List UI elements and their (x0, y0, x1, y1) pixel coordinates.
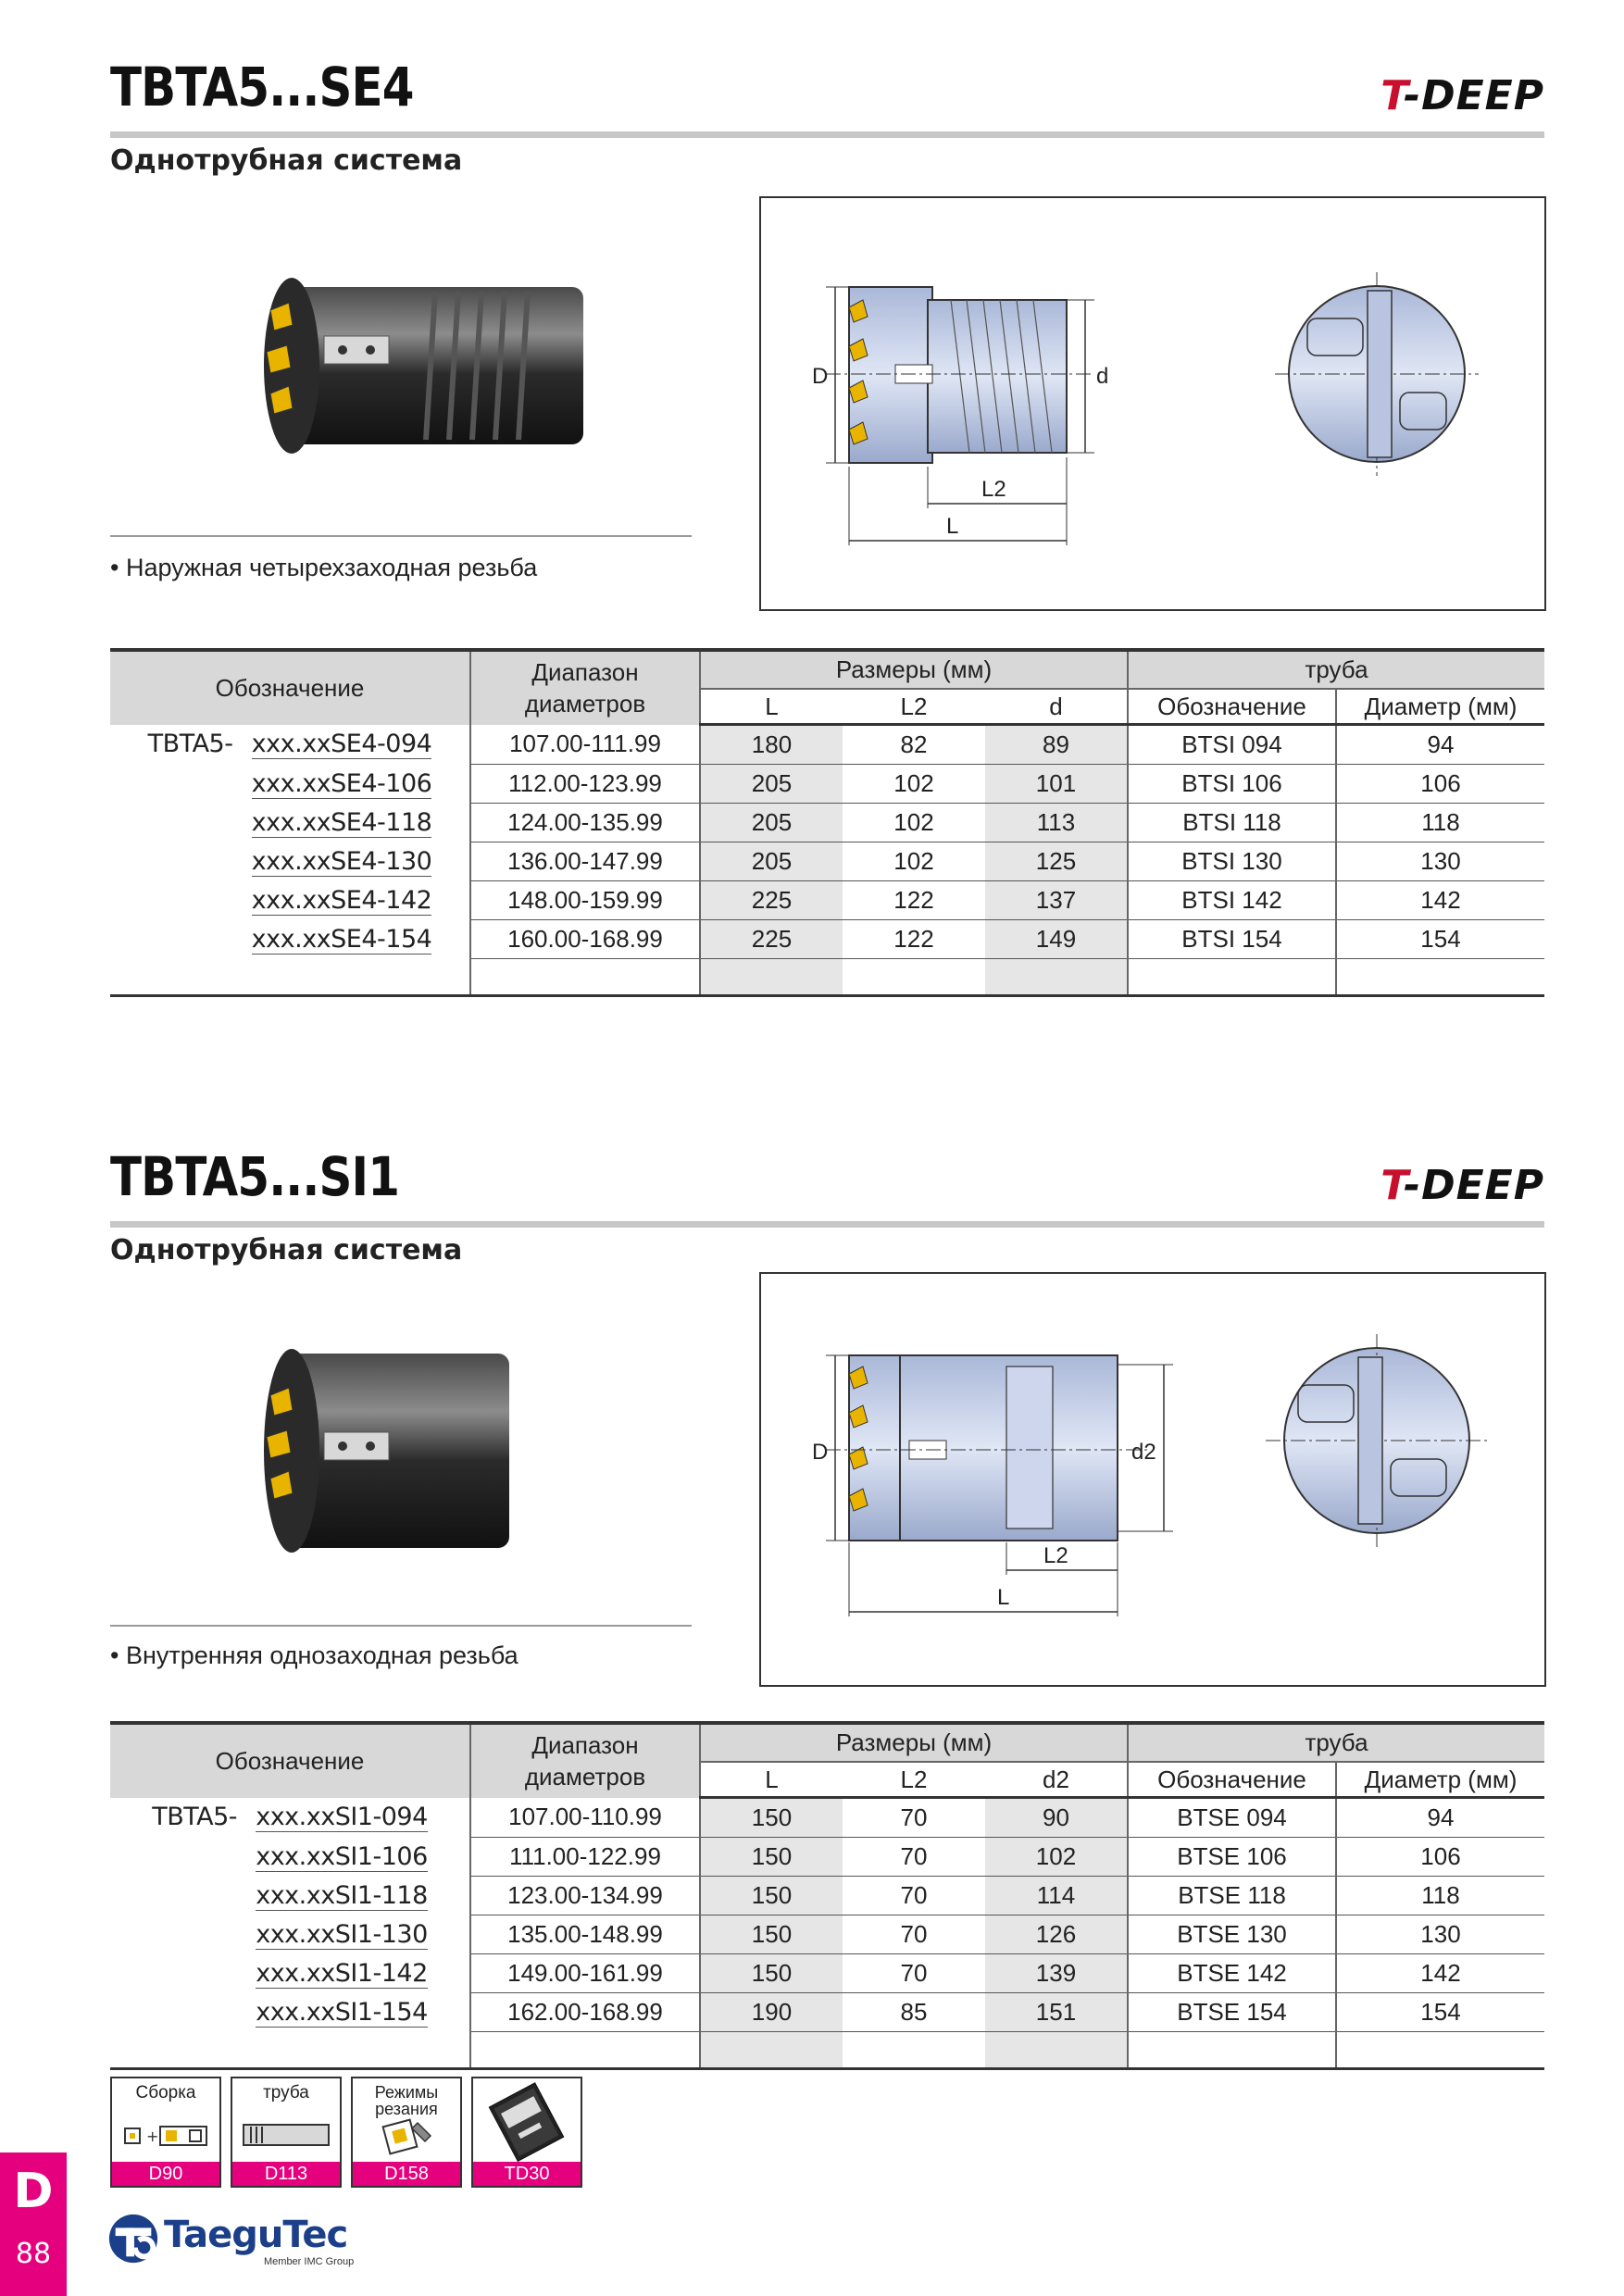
assembly-reference[interactable] (110, 2077, 221, 2188)
L-cell: 150 (700, 1838, 843, 1877)
table-row-empty (110, 2032, 1544, 2069)
L-cell: 205 (700, 765, 843, 804)
designation-code: xxx.xxSI1-106 (256, 1841, 428, 1871)
designation-cell (110, 1798, 470, 1838)
header-L2: L2 (843, 689, 985, 725)
tube-diameter-cell: 106 (1336, 765, 1544, 804)
svg-text:+: + (146, 2128, 159, 2145)
L-cell: 205 (700, 804, 843, 842)
tube-label: труба (263, 2083, 309, 2103)
range-cell: 124.00-135.99 (470, 804, 700, 842)
designation-cell (110, 1915, 470, 1954)
product-subtitle: Однотрубная система (110, 1234, 463, 1267)
header-L: L (700, 1762, 843, 1798)
cutting-data-ref: D158 (353, 2162, 460, 2186)
tube-diameter-cell: 106 (1336, 1838, 1544, 1877)
L2-cell: 102 (843, 842, 985, 881)
tube-designation-cell: BTSE 154 (1128, 1993, 1336, 2032)
designation-code: xxx.xxSI1-142 (256, 1958, 428, 1988)
product-subtitle: Однотрубная система (110, 144, 463, 177)
header-L: L (700, 689, 843, 725)
header-d: d (985, 689, 1128, 725)
tube-icon (232, 2078, 340, 2162)
d-cell: 149 (985, 920, 1128, 959)
designation-cell (110, 725, 470, 765)
designation-code: xxx.xxSI1-094 (256, 1803, 428, 1831)
tube-designation-cell: BTSE 106 (1128, 1838, 1336, 1877)
designation-code: xxx.xxSI1-154 (256, 1997, 428, 2027)
L-cell: 190 (700, 1993, 843, 2032)
designation-code: xxx.xxSE4-106 (251, 768, 432, 798)
range-cell: 162.00-168.99 (470, 1993, 700, 2032)
title-rule (110, 1221, 1544, 1228)
tube-designation-cell: BTSI 154 (1128, 920, 1336, 959)
label-d: d (1096, 364, 1109, 389)
header-L2: L2 (843, 1762, 985, 1798)
tube-diameter-cell: 94 (1336, 1798, 1544, 1838)
label-L2: L2 (981, 477, 1006, 502)
L-cell: 225 (700, 920, 843, 959)
table-row-empty (110, 959, 1544, 996)
range-cell: 123.00-134.99 (470, 1877, 700, 1915)
tube-diameter-cell: 130 (1336, 1915, 1544, 1954)
d-cell: 90 (985, 1798, 1128, 1838)
header-dimensions: Размеры (мм) (700, 650, 1128, 689)
feature-note: • Наружная четырехзаходная резьба (110, 554, 538, 581)
d-cell: 151 (985, 1993, 1128, 2032)
drawing-box (759, 196, 1546, 611)
spec-table (110, 648, 1544, 997)
tube-diameter-cell: 94 (1336, 725, 1544, 765)
table-row (110, 881, 1544, 920)
tube-designation-cell: BTSE 142 (1128, 1954, 1336, 1993)
header-dimensions: Размеры (мм) (700, 1723, 1128, 1762)
code-prefix: TBTA5- (152, 1803, 238, 1831)
tube-designation-cell: BTSE 130 (1128, 1915, 1336, 1954)
technical-drawing (761, 198, 1544, 609)
header-tube-diameter: Диаметр (мм) (1336, 1762, 1544, 1798)
feature-note: • Внутренняя однозаходная резьба (110, 1641, 518, 1669)
designation-cell (110, 1993, 470, 2032)
d-cell: 89 (985, 725, 1128, 765)
t-deep-logo-rest: -DEEP (1403, 72, 1544, 119)
designation-cell (110, 1838, 470, 1877)
designation-cell (110, 1954, 470, 1993)
L-cell: 150 (700, 1877, 843, 1915)
d-cell: 137 (985, 881, 1128, 920)
side-view (812, 1355, 1173, 1616)
t-deep-logo: T-DEEP (1380, 1162, 1544, 1209)
header-tube-designation: Обозначение (1128, 1762, 1336, 1798)
tube-diameter-cell: 154 (1336, 920, 1544, 959)
d-cell: 139 (985, 1954, 1128, 1993)
assembly-label: Сборка (135, 2083, 196, 2103)
designation-code: xxx.xxSE4-118 (251, 807, 432, 837)
designation-cell (110, 842, 470, 881)
product-photo (250, 1330, 620, 1571)
t-deep-logo-rest: -DEEP (1403, 1162, 1544, 1209)
tube-designation-cell: BTSE 094 (1128, 1798, 1336, 1838)
drawing-box (759, 1272, 1546, 1687)
product-photo-frame (250, 245, 620, 486)
header-designation: Обозначение (110, 1723, 470, 1798)
table-row (110, 1877, 1544, 1915)
header-tube: труба (1128, 650, 1544, 689)
technical-drawing (761, 1274, 1544, 1685)
table-row (110, 920, 1544, 959)
designation-cell (110, 920, 470, 959)
code-prefix: TBTA5- (147, 730, 233, 758)
assembly-ref: D90 (112, 2162, 219, 2186)
t-deep-logo: T-DEEP (1380, 72, 1544, 119)
range-cell: 107.00-111.99 (470, 725, 700, 765)
L2-cell: 122 (843, 920, 985, 959)
header-diameter-range: Диапазон диаметров (470, 1723, 700, 1798)
L2-cell: 70 (843, 1838, 985, 1877)
d-cell: 113 (985, 804, 1128, 842)
range-cell: 135.00-148.99 (470, 1915, 700, 1954)
cutting-data-label: Режимы резания (374, 2083, 439, 2118)
label-d2: d2 (1131, 1440, 1156, 1465)
table-row (110, 804, 1544, 842)
taegutec-logo-text: TaeguTec (164, 2214, 348, 2256)
header-tube: труба (1128, 1723, 1544, 1762)
designation-cell (110, 804, 470, 842)
cutting-data-reference[interactable] (351, 2077, 462, 2188)
tube-designation-cell: BTSI 106 (1128, 765, 1336, 804)
range-cell: 112.00-123.99 (470, 765, 700, 804)
L-cell: 205 (700, 842, 843, 881)
photo-rule (110, 1625, 692, 1627)
front-view (1275, 272, 1479, 476)
taegutec-logo-subtext: Member IMC Group (264, 2256, 355, 2267)
section-se4 (0, 56, 1624, 1120)
section-si1 (0, 1145, 1624, 2210)
designation-code: xxx.xxSE4-154 (251, 924, 432, 954)
header-tube-diameter: Диаметр (мм) (1336, 689, 1544, 725)
label-L: L (946, 514, 959, 539)
L-cell: 150 (700, 1798, 843, 1838)
side-view (812, 287, 1108, 545)
tube-diameter-cell: 142 (1336, 881, 1544, 920)
designation-code: xxx.xxSE4-142 (251, 885, 432, 915)
L2-cell: 122 (843, 881, 985, 920)
technical-guide-ref: TD30 (473, 2162, 581, 2186)
range-cell: 111.00-122.99 (470, 1838, 700, 1877)
technical-guide-reference[interactable] (471, 2077, 582, 2188)
tube-diameter-cell: 130 (1336, 842, 1544, 881)
photo-rule (110, 535, 692, 537)
label-D: D (812, 1440, 829, 1465)
L2-cell: 70 (843, 1877, 985, 1915)
range-cell: 149.00-161.99 (470, 1954, 700, 1993)
table-row (110, 1954, 1544, 1993)
assembly-icon (112, 2078, 219, 2162)
page-number: 88 (15, 2238, 52, 2270)
L2-cell: 102 (843, 804, 985, 842)
range-cell: 136.00-147.99 (470, 842, 700, 881)
L2-cell: 85 (843, 1993, 985, 2032)
designation-code: xxx.xxSE4-130 (251, 846, 432, 876)
L2-cell: 82 (843, 725, 985, 765)
d-cell: 102 (985, 1838, 1128, 1877)
designation-code: xxx.xxSE4-094 (251, 730, 432, 758)
label-L2: L2 (1043, 1543, 1068, 1568)
table-row (110, 1838, 1544, 1877)
table-row (110, 842, 1544, 881)
designation-code: xxx.xxSI1-118 (256, 1880, 428, 1910)
tube-designation-cell: BTSE 118 (1128, 1877, 1336, 1915)
spec-table (110, 1721, 1544, 2070)
label-D: D (812, 364, 829, 389)
title-rule (110, 131, 1544, 138)
cutting-data-icon (353, 2078, 460, 2162)
table-row (110, 725, 1544, 765)
designation-cell (110, 881, 470, 920)
L-cell: 225 (700, 881, 843, 920)
L2-cell: 102 (843, 765, 985, 804)
technical-guide-icon (473, 2078, 581, 2162)
taegutec-logo (106, 2208, 403, 2273)
table-row (110, 1993, 1544, 2032)
header-designation: Обозначение (110, 650, 470, 725)
front-view (1266, 1334, 1488, 1547)
tube-designation-cell: BTSI 130 (1128, 842, 1336, 881)
header-d: d2 (985, 1762, 1128, 1798)
tube-designation-cell: BTSI 094 (1128, 725, 1336, 765)
tube-diameter-cell: 118 (1336, 1877, 1544, 1915)
table-row (110, 765, 1544, 804)
L2-cell: 70 (843, 1915, 985, 1954)
L-cell: 150 (700, 1915, 843, 1954)
product-photo (250, 245, 620, 486)
designation-cell (110, 765, 470, 804)
d-cell: 114 (985, 1877, 1128, 1915)
d-cell: 101 (985, 765, 1128, 804)
range-cell: 160.00-168.99 (470, 920, 700, 959)
d-cell: 126 (985, 1915, 1128, 1954)
L2-cell: 70 (843, 1798, 985, 1838)
table-row (110, 1915, 1544, 1954)
tube-designation-cell: BTSI 142 (1128, 881, 1336, 920)
chapter-letter: D (13, 2164, 54, 2219)
header-diameter-range: Диапазон диаметров (470, 650, 700, 725)
label-L: L (997, 1585, 1010, 1610)
table-row (110, 1798, 1544, 1838)
tube-diameter-cell: 118 (1336, 804, 1544, 842)
tube-reference[interactable] (231, 2077, 342, 2188)
L-cell: 180 (700, 725, 843, 765)
taegutec-logo-icon (106, 2212, 160, 2265)
range-cell: 107.00-110.99 (470, 1798, 700, 1838)
header-tube-designation: Обозначение (1128, 689, 1336, 725)
L2-cell: 70 (843, 1954, 985, 1993)
tube-ref: D113 (232, 2162, 340, 2186)
designation-code: xxx.xxSI1-130 (256, 1919, 428, 1949)
product-photo-frame (250, 1330, 620, 1571)
product-title: TBTA5...SI1 (110, 1145, 400, 1208)
product-title: TBTA5...SE4 (110, 56, 414, 119)
chapter-tab (0, 2152, 67, 2296)
tube-diameter-cell: 154 (1336, 1993, 1544, 2032)
tube-designation-cell: BTSI 118 (1128, 804, 1336, 842)
tube-diameter-cell: 142 (1336, 1954, 1544, 1993)
L-cell: 150 (700, 1954, 843, 1993)
designation-cell (110, 1877, 470, 1915)
range-cell: 148.00-159.99 (470, 881, 700, 920)
d-cell: 125 (985, 842, 1128, 881)
